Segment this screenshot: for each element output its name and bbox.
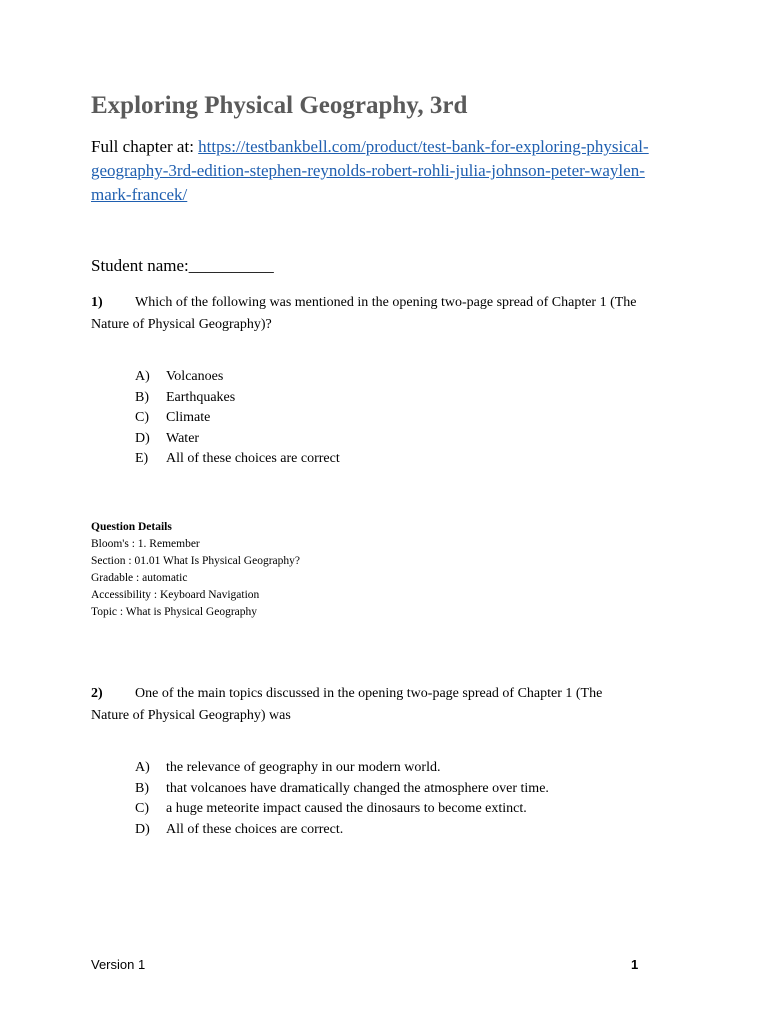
choice-item	[135, 758, 549, 779]
choice-item	[135, 799, 549, 820]
question-2	[91, 683, 691, 727]
link-line-1[interactable]: https://testbankbell.com/product/test-bank-for-exploring-physical-	[198, 137, 649, 156]
choice-text: All of these choices are correct	[166, 451, 340, 466]
question-2-choices	[135, 758, 549, 840]
question-1-line-1	[91, 292, 691, 314]
choice-text: Volcanoes	[166, 369, 224, 384]
question-2-text-1: One of the main topics discussed in the opening two-page spread of Chapter 1 (The	[135, 686, 603, 701]
footer-page-number: 1	[631, 957, 639, 972]
student-name-field: Student name:__________	[91, 256, 274, 275]
choice-item	[135, 367, 340, 388]
choice-item	[135, 779, 549, 800]
full-chapter-label: Full chapter at:	[91, 137, 199, 156]
details-accessibility: Accessibility : Keyboard Navigation	[91, 589, 260, 601]
details-title: Question Details	[91, 521, 172, 533]
choice-text: Earthquakes	[166, 389, 236, 405]
choice-letter: B)	[135, 389, 149, 405]
choice-letter: D)	[135, 430, 150, 446]
choice-text: All of these choices are correct.	[166, 821, 344, 837]
choice-letter: C)	[135, 801, 149, 816]
question-1-choices	[135, 367, 340, 470]
question-2-line-1	[91, 683, 691, 705]
choice-item	[135, 388, 340, 409]
question-1	[91, 292, 691, 336]
document-title: Exploring Physical Geography, 3rd	[91, 92, 468, 119]
choice-text: the relevance of geography in our modern world.	[166, 760, 441, 775]
details-bloom: Bloom's : 1. Remember	[91, 538, 200, 550]
choice-letter: B)	[135, 780, 149, 796]
link-line-2[interactable]: geography-3rd-edition-stephen-reynolds-robert-rohli-julia-johnson-peter-waylen-	[91, 161, 645, 180]
question-2-text-2: Nature of Physical Geography) was	[91, 708, 291, 723]
details-gradable: Gradable : automatic	[91, 572, 188, 584]
link-line-3[interactable]: mark-francek/	[91, 185, 188, 204]
choice-text: Water	[166, 430, 200, 446]
choice-letter: A)	[135, 369, 150, 384]
choice-item	[135, 408, 340, 429]
question-2-number: 2)	[91, 686, 103, 701]
full-chapter-line	[91, 135, 691, 207]
details-topic: Topic : What is Physical Geography	[91, 606, 258, 618]
choice-item	[135, 449, 340, 470]
question-1-text-2: Nature of Physical Geography)?	[91, 317, 272, 332]
choice-text: a huge meteorite impact caused the dinosaurs to become extinct.	[166, 801, 527, 816]
choice-letter: A)	[135, 760, 150, 775]
choice-letter: D)	[135, 821, 150, 837]
choice-letter: E)	[135, 451, 149, 466]
footer-version: Version 1	[91, 957, 146, 972]
choice-text: Climate	[166, 410, 211, 425]
question-1-number: 1)	[91, 295, 103, 310]
details-section: Section : 01.01 What Is Physical Geography?	[91, 555, 300, 567]
question-1-text-1: Which of the following was mentioned in the opening two-page spread of Chapter 1 (The	[135, 295, 637, 310]
question-1-details	[91, 519, 300, 621]
choice-item	[135, 820, 549, 841]
choice-letter: C)	[135, 410, 149, 425]
choice-item	[135, 429, 340, 450]
choice-text: that volcanoes have dramatically changed the atmosphere over time.	[166, 780, 549, 796]
